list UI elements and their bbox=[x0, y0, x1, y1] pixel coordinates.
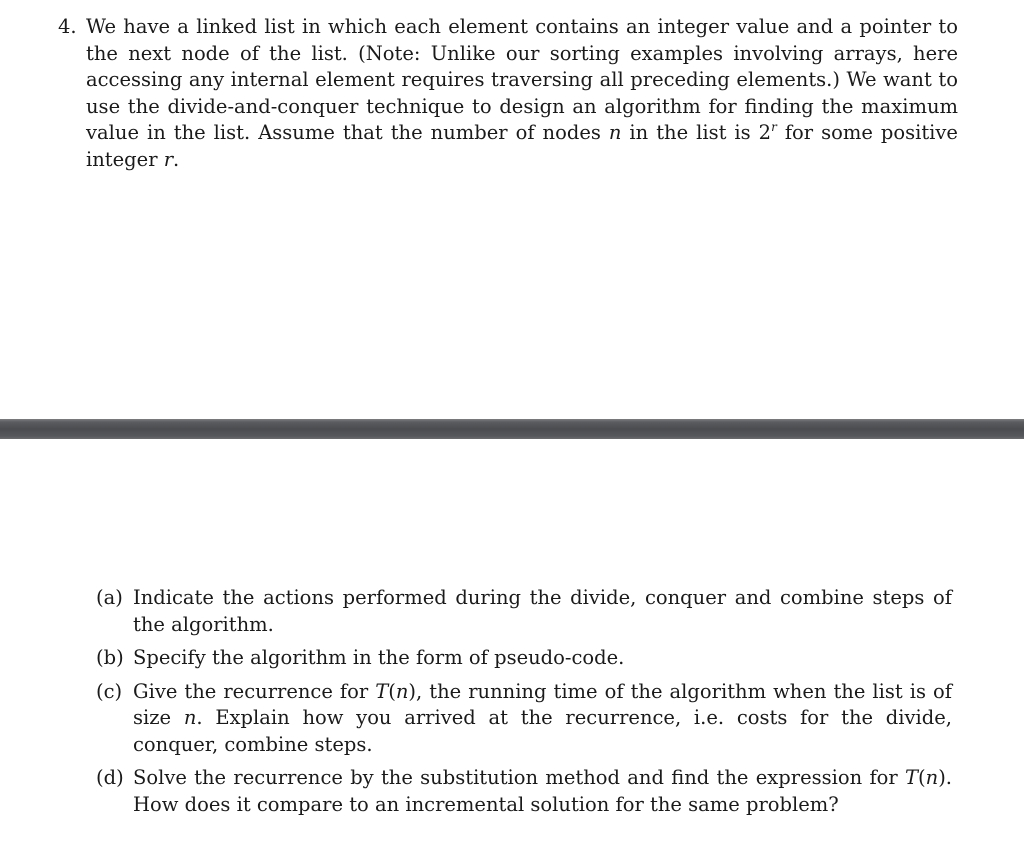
math-n: n bbox=[395, 679, 409, 703]
math-paren: ( bbox=[918, 766, 926, 789]
question-4 bbox=[58, 14, 958, 173]
subquestion-text: . Explain how you arrived at the recurrence, i.e. costs for the divide, conquer, combine steps. bbox=[133, 706, 952, 756]
math-r: r bbox=[163, 147, 174, 171]
math-T: T bbox=[375, 679, 389, 703]
subquestion-text: Indicate the actions performed during the divide, conquer and combine steps of the algorithm. bbox=[133, 586, 952, 636]
subquestion-label: (c) bbox=[96, 679, 123, 703]
page-divider bbox=[0, 419, 1024, 439]
subquestion-label: (a) bbox=[96, 586, 123, 609]
math-two: 2 bbox=[758, 121, 772, 144]
math-T: T bbox=[905, 766, 919, 789]
stem-text: . bbox=[173, 147, 180, 171]
math-n: n bbox=[183, 706, 197, 729]
subquestion-d bbox=[96, 765, 952, 818]
subquestion-label: (d) bbox=[96, 766, 124, 789]
math-n: n bbox=[608, 121, 622, 144]
stem-text: in the list is bbox=[621, 121, 759, 144]
subquestion-c bbox=[96, 679, 952, 759]
subquestion-text: Give the recurrence for bbox=[133, 679, 376, 703]
math-paren: ( bbox=[388, 679, 396, 703]
question-stem bbox=[86, 14, 958, 173]
subquestion-text: Specify the algorithm in the form of pseudo-code. bbox=[133, 646, 625, 669]
stem-text: We have a linked list in which each element contains an integer value and a pointer to the next node of the list. (Note: Unlike our sorting examples involving arrays, here accessing any internal element requires traversing all preceding elements.) We want to use the divide-and-conquer technique to design an algorithm for finding the maximum value in the list. Assume that the number of nodes bbox=[86, 15, 958, 144]
subquestion-a bbox=[96, 585, 952, 638]
subquestion-text: Solve the recurrence by the substitution method and find the expression for bbox=[133, 766, 905, 789]
subquestion-text: ), the running time of the algorithm when the list is of size bbox=[133, 679, 952, 729]
question-number: 4. bbox=[58, 15, 77, 38]
stem-text: for some positive integer bbox=[86, 121, 958, 171]
subquestion-text: ). How does it compare to an incremental solution for the same problem? bbox=[133, 766, 952, 816]
subquestion-label: (b) bbox=[96, 646, 124, 669]
math-exponent-r: r bbox=[771, 120, 777, 134]
subquestion-b bbox=[96, 645, 952, 672]
subquestion-list bbox=[96, 585, 952, 825]
math-n: n bbox=[925, 766, 939, 789]
